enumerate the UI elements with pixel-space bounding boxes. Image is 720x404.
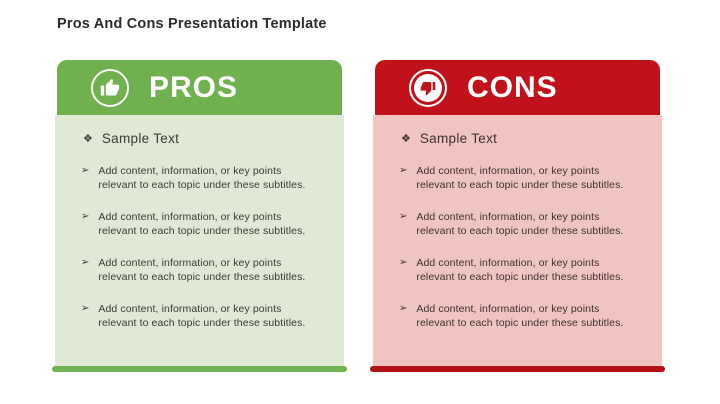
cons-list-item [373,302,662,330]
arrow-bullet-icon: ➢ [399,165,408,176]
pros-header [57,60,342,115]
pros-list-item [55,210,344,238]
cons-list-item [373,164,662,192]
pros-panel [52,60,347,372]
arrow-bullet-icon: ➢ [399,303,408,314]
cons-bottom-bar [370,366,665,372]
arrow-bullet-icon: ➢ [399,211,408,222]
cons-panel [370,60,665,372]
diamond-bullet-icon: ❖ [401,133,411,145]
pros-subtitle-text: Sample Text [101,131,180,146]
pros-list-item [55,302,344,330]
pros-item-text: Add content, information, or key points relevant to each topic under these subtitles. [98,211,306,237]
pros-item-text: Add content, information, or key points relevant to each topic under these subtitles. [98,257,306,283]
pros-item-text: Add content, information, or key points relevant to each topic under these subtitles. [98,165,306,191]
arrow-bullet-icon: ➢ [81,303,90,314]
thumbs-up-icon [91,69,129,107]
slide-title: Pros And Cons Presentation Template [57,16,327,32]
pros-list-item [55,256,344,284]
cons-subtitle-text: Sample Text [419,131,498,146]
cons-list-item [373,210,662,238]
arrow-bullet-icon: ➢ [81,257,90,268]
pros-list-item [55,164,344,192]
cons-header [375,60,660,115]
diamond-bullet-icon: ❖ [83,133,93,145]
pros-subtitle-row [55,115,344,146]
cons-item-text: Add content, information, or key points relevant to each topic under these subtitles. [416,165,624,191]
thumbs-down-icon [409,69,447,107]
cons-list-item [373,256,662,284]
arrow-bullet-icon: ➢ [81,165,90,176]
pros-title: PROS [149,70,239,104]
arrow-bullet-icon: ➢ [81,211,90,222]
pros-item-text: Add content, information, or key points relevant to each topic under these subtitles. [98,303,306,329]
cons-body [373,115,662,366]
cons-item-text: Add content, information, or key points relevant to each topic under these subtitles. [416,257,624,283]
cons-subtitle-row [373,115,662,146]
cons-item-text: Add content, information, or key points relevant to each topic under these subtitles. [416,303,624,329]
cons-title: CONS [467,70,558,104]
pros-body [55,115,344,366]
pros-bottom-bar [52,366,347,372]
arrow-bullet-icon: ➢ [399,257,408,268]
cons-item-text: Add content, information, or key points relevant to each topic under these subtitles. [416,211,624,237]
